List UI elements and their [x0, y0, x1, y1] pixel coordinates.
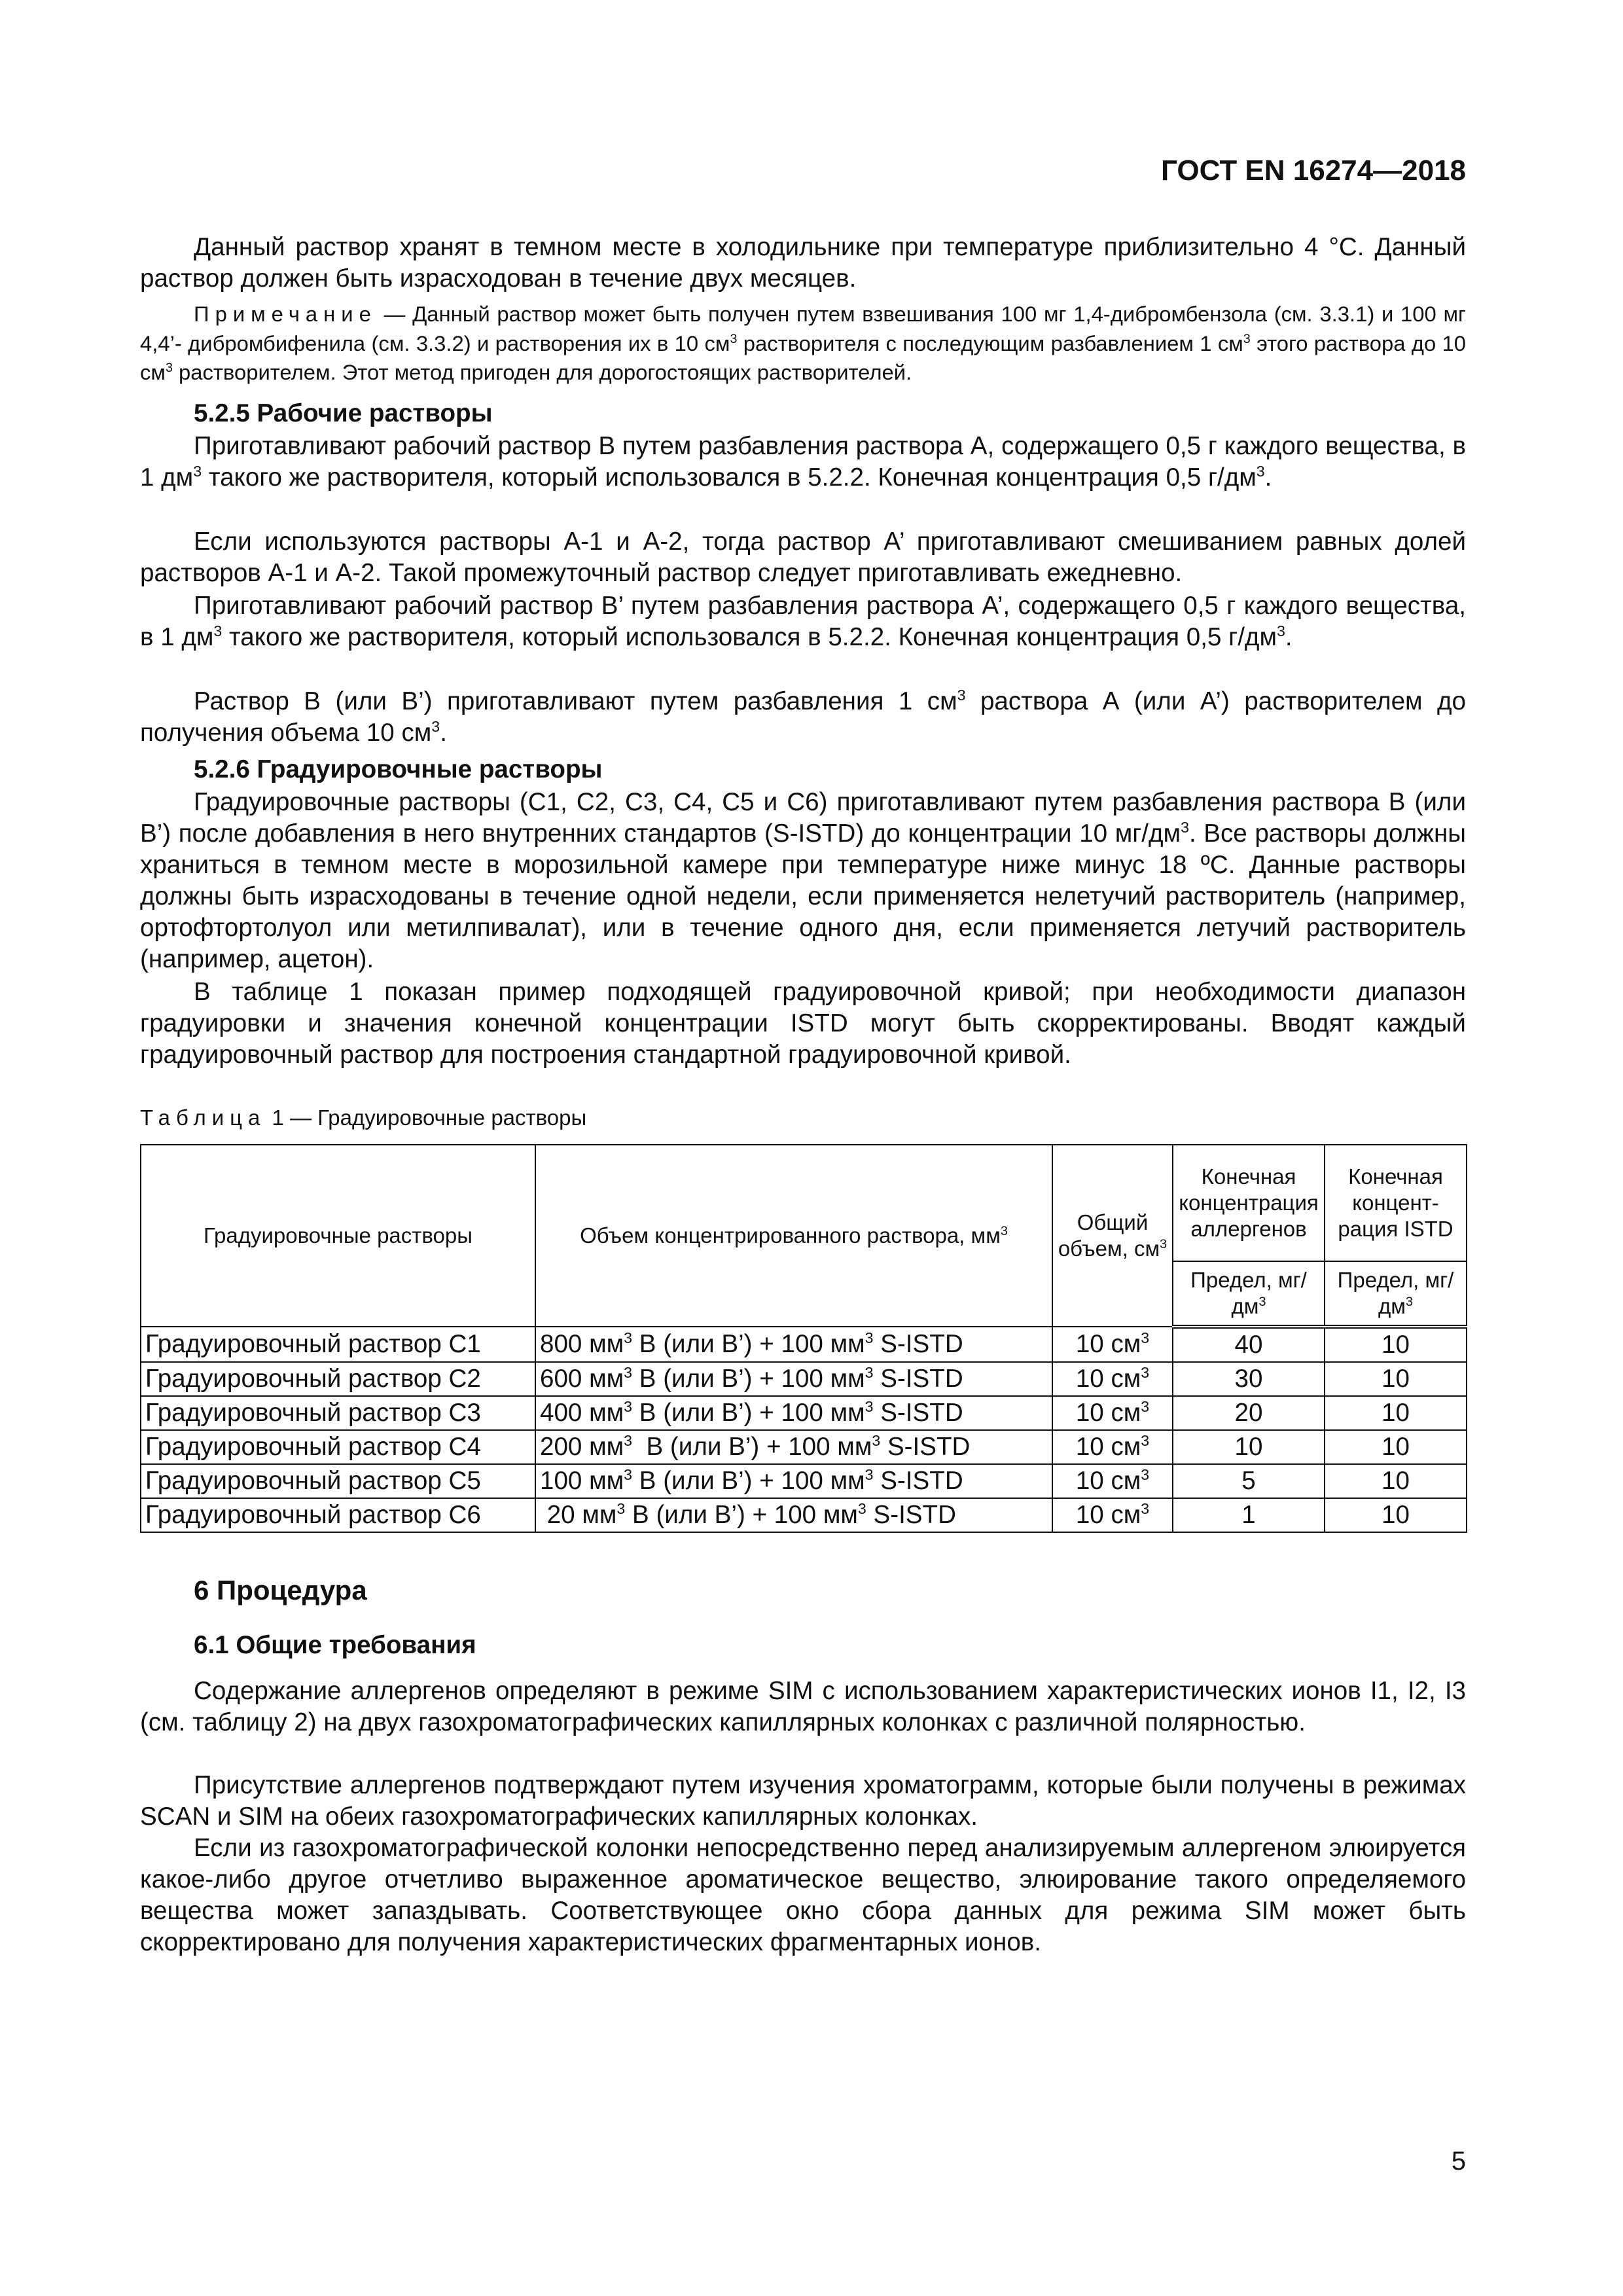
note-label: Примечание [194, 302, 377, 326]
col-header-total-volume: Общий объем, $см^3$ [1052, 1145, 1173, 1327]
cell-volume: 200 $мм^3$ В (или В’) + 100 $мм^3$ S-ISTD [535, 1430, 1052, 1464]
cell-volume: 100 $мм^3$ В (или В’) + 100 $мм^3$ S-ISTD [535, 1464, 1052, 1498]
section-5-2-5-para-2: Если используются растворы А-1 и А-2, тогда раствор А’ приготавливают смешиванием равных долей растворов А-1 и А-2. Такой промежуточный раствор следует приготавливать ежедневно. [140, 528, 1466, 587]
table-row [141, 1327, 1467, 1362]
cell-total: 10 $см^3$ [1052, 1498, 1173, 1532]
note-paragraph: Примечание — Данный раствор может быть получен путем взвешивания 100 мг 1,4-дибромбензола (см. 3.3.1) и 100 мг 4,4’- дибромбифенила (см. 3.3.2) и растворения их в 10 $см^3$ растворителя с последующим разбавлением 1 $см^3$ этого раствора до 10 $см^3$ растворителем. Этот метод пригоден для дорогостоящих растворителей. [140, 302, 1467, 384]
cell-volume: 800 $мм^3$ В (или В’) + 100 $мм^3$ S-ISTD [535, 1327, 1052, 1362]
table-caption: Таблица 1 — Градуировочные растворы [140, 1105, 587, 1130]
col-header-solutions: Градуировочные растворы [141, 1145, 535, 1327]
col-header-istd-limit: Предел, $мг/дм^3$ [1325, 1261, 1467, 1327]
table-row [141, 1498, 1467, 1532]
page-number: 5 [1451, 2147, 1466, 2176]
section-6-1-para-3: Если из газохроматографической колонки непосредственно перед анализируемым аллергеном элюируется какое-либо другое отчетливо выраженное ароматическое вещество, элюирование такого определяемого вещества может запаздывать. Соответствующее окно сбора данных для режима SIM может быть скорректировано для получения характеристических фрагментарных ионов. [140, 1834, 1466, 1956]
cell-name: Градуировочный раствор С3 [141, 1396, 535, 1430]
cell-allergen: 10 [1173, 1430, 1325, 1464]
cell-allergen: 1 [1173, 1498, 1325, 1532]
cell-name: Градуировочный раствор С5 [141, 1464, 535, 1498]
col-header-allergen-conc: Конечная концентрация аллергенов [1173, 1145, 1325, 1261]
table-row [141, 1464, 1467, 1498]
cell-name: Градуировочный раствор С6 [141, 1498, 535, 1532]
cell-allergen: 5 [1173, 1464, 1325, 1498]
cell-istd: 10 [1325, 1362, 1467, 1396]
section-6-title: 6 Процедура [194, 1575, 367, 1605]
col-header-volume: Объем концентрированного раствора, $мм^3$ [535, 1145, 1052, 1327]
col-header-istd-conc: Конечная концентрация ISTD [1325, 1145, 1467, 1261]
cell-total: 10 $см^3$ [1052, 1396, 1173, 1430]
section-5-2-5-para-1: Приготавливают рабочий раствор В путем разбавления раствора А, содержащего 0,5 г каждого вещества, в 1 $дм^3$ такого же растворителя, который использовался в 5.2.2. Конечная концентрация 0,5 $г/дм^3$. [140, 432, 1466, 492]
cell-istd: 10 [1325, 1430, 1467, 1464]
cell-istd: 10 [1325, 1327, 1467, 1362]
cell-allergen: 20 [1173, 1396, 1325, 1430]
cell-volume: 600 $мм^3$ В (или В’) + 100 $мм^3$ S-ISTD [535, 1362, 1052, 1396]
cell-istd: 10 [1325, 1498, 1467, 1532]
cell-allergen: 30 [1173, 1362, 1325, 1396]
table-row [141, 1430, 1467, 1464]
cell-istd: 10 [1325, 1396, 1467, 1430]
cell-volume: 20 $мм^3$ В (или В’) + 100 $мм^3$ S-ISTD [535, 1498, 1052, 1532]
section-6-1-para-1: Содержание аллергенов определяют в режиме SIM с использованием характеристических ионов I1, I2, I3 (см. таблицу 2) на двух газохроматографических капиллярных колонках с различной полярностью. [140, 1677, 1466, 1736]
cell-name: Градуировочный раствор С1 [141, 1327, 535, 1362]
section-6-1-title: 6.1 Общие требования [194, 1631, 476, 1659]
section-5-2-6-title: 5.2.6 Градуировочные растворы [194, 755, 603, 783]
section-5-2-5-para-3: Приготавливают рабочий раствор В’ путем разбавления раствора А’, содержащего 0,5 г каждого вещества, в 1 $дм^3$ такого же растворителя, который использовался в 5.2.2. Конечная концентрация 0,5 $г/дм^3$. [140, 592, 1466, 651]
table-row [141, 1362, 1467, 1396]
calibration-table [140, 1144, 1467, 1533]
table-row [141, 1396, 1467, 1430]
col-header-allergen-limit: Предел, $мг/дм^3$ [1173, 1261, 1325, 1327]
cell-volume: 400 $мм^3$ В (или В’) + 100 $мм^3$ S-ISTD [535, 1396, 1052, 1430]
document-header: ГОСТ EN 16274—2018 [1161, 154, 1466, 187]
section-5-2-6-para-1: Градуировочные растворы (С1, С2, С3, С4, С5 и С6) приготавливают путем разбавления раствора В (или В’) после добавления в него внутренних стандартов (S-ISTD) до концентрации 10 $мг/дм^3$. Все растворы должны храниться в темном месте в морозильной камере при температуре ниже минус 18 ºС. Данные растворы должны быть израсходованы в течение одной недели, если применяется нелетучий растворитель (например, ортофтортолуол или метилпивалат), или в течение одного дня, если применяется летучий растворитель (например, ацетон). [140, 788, 1466, 973]
section-5-2-5-title: 5.2.5 Рабочие растворы [194, 399, 493, 427]
cell-total: 10 $см^3$ [1052, 1430, 1173, 1464]
cell-total: 10 $см^3$ [1052, 1362, 1173, 1396]
cell-name: Градуировочный раствор С2 [141, 1362, 535, 1396]
cell-total: 10 $см^3$ [1052, 1464, 1173, 1498]
cell-name: Градуировочный раствор С4 [141, 1430, 535, 1464]
storage-paragraph: Данный раствор хранят в темном месте в холодильнике при температуре приблизительно 4 °С. Данный раствор должен быть израсходован в течение двух месяцев. [140, 233, 1466, 293]
cell-total: 10 $см^3$ [1052, 1327, 1173, 1362]
section-5-2-5-para-4: Раствор В (или В’) приготавливают путем разбавления 1 $см^3$ раствора А (или А’) растворителем до получения объема 10 $см^3$. [140, 687, 1466, 747]
section-5-2-6-para-2: В таблице 1 показан пример подходящей градуировочной кривой; при необходимости диапазон градуировки и значения конечной концентрации ISTD могут быть скорректированы. Вводят каждый градуировочный раствор для построения стандартной градуировочной кривой. [140, 978, 1466, 1069]
cell-istd: 10 [1325, 1464, 1467, 1498]
section-6-1-para-2: Присутствие аллергенов подтверждают путем изучения хроматограмм, которые были получены в режимах SCAN и SIM на обеих газохроматографических капиллярных колонках. [140, 1771, 1466, 1831]
cell-allergen: 40 [1173, 1327, 1325, 1362]
